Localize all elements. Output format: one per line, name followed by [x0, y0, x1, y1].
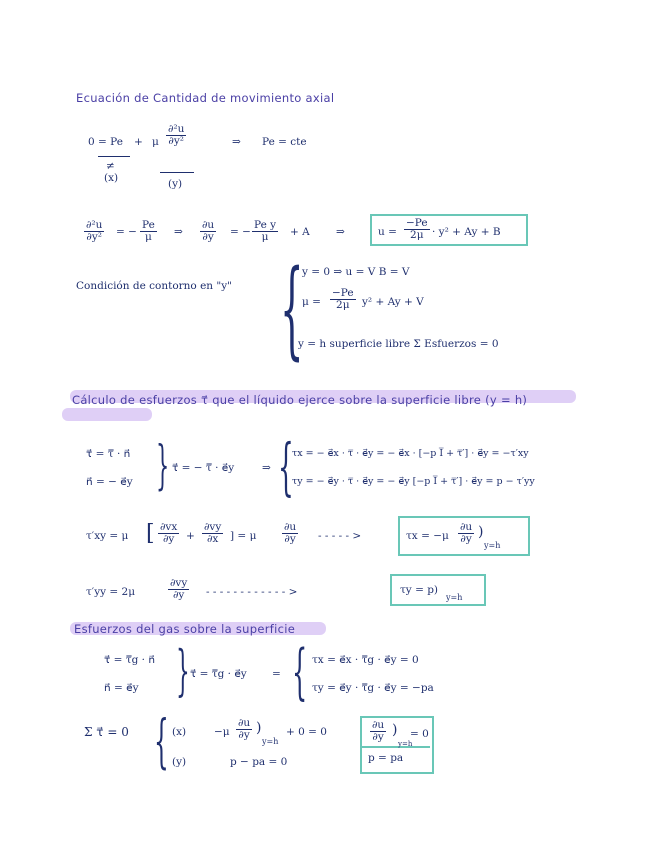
eq2-du-frac [200, 220, 216, 243]
txy-du-frac [282, 522, 298, 545]
contorno-l2-rest: y² + Ay + V [362, 296, 424, 308]
txy-dvx: ∂vx [160, 521, 178, 533]
eq2-eq-minus2: = − [230, 226, 251, 238]
balance-box2: p = pa [368, 752, 404, 764]
txy-dvy-frac [202, 522, 223, 545]
balance-x-frac [236, 718, 252, 741]
eq2-pe-frac [140, 220, 157, 243]
txy-plus: + [186, 530, 195, 542]
txy-lhs: τ′xy = μ [86, 530, 129, 542]
stress-b1: τ⃗ = − τ̿ · e⃗y [172, 462, 235, 474]
eq1-d2u: ∂²u [168, 123, 185, 135]
eq1-underline-y [160, 172, 194, 173]
eq2-eq-minus: = − [116, 226, 137, 238]
gas-c2: τy = e⃗y · τ̿g · e⃗y = −pa [312, 682, 434, 694]
gas-a2: n⃗ = e⃗y [104, 682, 139, 694]
txy-bracket-open: [ [146, 521, 155, 546]
contorno-l2-frac [330, 288, 356, 311]
contorno-l2-2mu: 2μ [336, 299, 350, 311]
balance-box-du: ∂u [372, 719, 385, 731]
balance-x-du: ∂u [238, 717, 251, 729]
balance-box-eq: = 0 [410, 728, 429, 740]
eq2-box-rest: · y² + Ay + B [432, 226, 501, 238]
gas-c1: τx = e⃗x · τ̿g · e⃗y = 0 [312, 654, 419, 666]
result-box-divider [362, 746, 430, 748]
txy-box-paren: ) [478, 524, 484, 540]
txy-eq-mu: ] = μ [230, 530, 257, 542]
balance-box-dy: ∂y [372, 731, 384, 743]
txy-dy2: ∂y [284, 533, 296, 545]
eq1-mu: μ [152, 136, 159, 148]
gas-a1: τ⃗ = τ̿g · n⃗ [104, 654, 155, 666]
txy-dy: ∂y [162, 533, 175, 545]
eq1-lhs: 0 = Pe [88, 136, 123, 148]
eq1-under-x-mark: ≠ [106, 160, 115, 172]
balance-lhs: Σ τ⃗ = 0 [84, 725, 129, 739]
tyy-dy: ∂y [172, 589, 185, 601]
balance-x-post: + 0 = 0 [286, 726, 327, 738]
stress-brace-2: { [278, 430, 294, 503]
contorno-l2-mu: μ = [302, 296, 321, 308]
eq1-arrow: ⇒ [232, 136, 241, 148]
tyy-dvy: ∂vy [170, 577, 188, 589]
eq2-pey-frac [252, 220, 278, 243]
heading-axial-momentum: Ecuación de Cantidad de movimiento axial [76, 91, 335, 105]
balance-x-sub: y=h [262, 737, 279, 746]
balance-x-pre: −μ [214, 726, 230, 738]
txy-dvy: ∂vy [204, 521, 222, 533]
stress-a1: τ⃗ = τ̿ · n⃗ [86, 448, 131, 460]
heading-gas: Esfuerzos del gas sobre la superficie [74, 622, 296, 636]
eq2-d2u-frac [84, 220, 104, 243]
contorno-line3: y = h superficie libre Σ Esfuerzos = 0 [298, 338, 499, 350]
stress-c1: τx = − e⃗x · τ̿ · e⃗y = − e⃗x · [−p I̿ + τ̿′] · e⃗y = −τ′xy [292, 448, 529, 459]
stress-a2: n⃗ = − e⃗y [86, 476, 133, 488]
balance-box-frac [370, 720, 386, 743]
eq2-pey: Pe y [254, 219, 277, 231]
gas-b1: τ⃗ = τ̿g · e⃗y [190, 668, 247, 680]
balance-y-eq: p − pa = 0 [230, 756, 288, 768]
balance-brace: { [154, 707, 169, 775]
balance-box-sub: y=h [398, 740, 413, 748]
eq2-box-frac [404, 218, 430, 241]
balance-box-paren: ) [392, 722, 398, 738]
txy-dvx-frac [158, 522, 179, 545]
txy-box-dy: ∂y [460, 533, 472, 545]
eq2-arrow1: ⇒ [174, 226, 183, 238]
stress-c2: τy = − e⃗y · τ̿ · e⃗y = − e⃗y [−p I̿ + τ̿′] · e⃗y = p − τ′yy [292, 476, 535, 487]
eq1-under-y: (y) [168, 178, 183, 190]
eq2-pe: Pe [142, 219, 155, 231]
eq1-result: Pe = cte [262, 136, 307, 148]
eq2-d2u: ∂²u [86, 219, 103, 231]
eq1-under-x: (x) [104, 172, 119, 184]
stress-brace-1: } [156, 436, 170, 496]
eq2-dy2: ∂y² [86, 231, 102, 243]
tyy-dashes: - - - - - - - - - - - - > [206, 586, 298, 598]
txy-du: ∂u [284, 521, 297, 533]
txy-box-du: ∂u [460, 521, 473, 533]
eq2-du: ∂u [202, 219, 215, 231]
contorno-l2-pe: −Pe [332, 287, 354, 299]
tyy-frac [168, 578, 189, 601]
txy-box-lhs: τx = −μ [406, 530, 449, 542]
balance-x-paren: ) [256, 720, 262, 736]
txy-dashes: - - - - - > [318, 530, 362, 542]
tyy-lhs: τ′yy = 2μ [86, 586, 136, 598]
eq1-underline-x [98, 156, 130, 157]
balance-x-label: (x) [172, 726, 187, 738]
eq2-box-2mu: 2μ [410, 229, 424, 241]
balance-y-label: (y) [172, 756, 187, 768]
eq2-mu: μ [144, 231, 152, 243]
gas-brace-2: { [292, 637, 308, 707]
txy-dx: ∂x [206, 533, 219, 545]
eq1-plus: + [134, 136, 143, 148]
eq2-box-u: u = [378, 226, 397, 238]
balance-x-dy: ∂y [238, 729, 250, 741]
contorno-brace: { [280, 247, 304, 370]
eq2-dy: ∂y [202, 231, 214, 243]
contorno-label: Condición de contorno en "y" [76, 280, 232, 292]
eq1-dy2: ∂y² [168, 135, 184, 147]
txy-box-sub: y=h [484, 541, 501, 550]
eq1-fraction [166, 124, 186, 147]
tyy-box-sub: y=h [446, 593, 463, 602]
eq2-arrow2: ⇒ [336, 226, 345, 238]
tyy-box: τy = p) [400, 584, 439, 596]
heading-esfuerzos: Cálculo de esfuerzos τ⃗ que el líquido ejerce sobre la superficie libre (y = h) [72, 393, 528, 407]
gas-eq: = [272, 668, 281, 680]
gas-brace-1: } [176, 639, 190, 702]
eq2-box-pe: −Pe [406, 217, 428, 229]
eq2-plus-a: + A [290, 226, 310, 238]
stress-arrow: ⇒ [262, 462, 271, 474]
eq2-mu2: μ [261, 231, 269, 243]
highlight-esfuerzos-2 [62, 408, 152, 421]
txy-box-frac [458, 522, 474, 545]
contorno-line1: y = 0 ⇒ u = V B = V [302, 266, 410, 278]
